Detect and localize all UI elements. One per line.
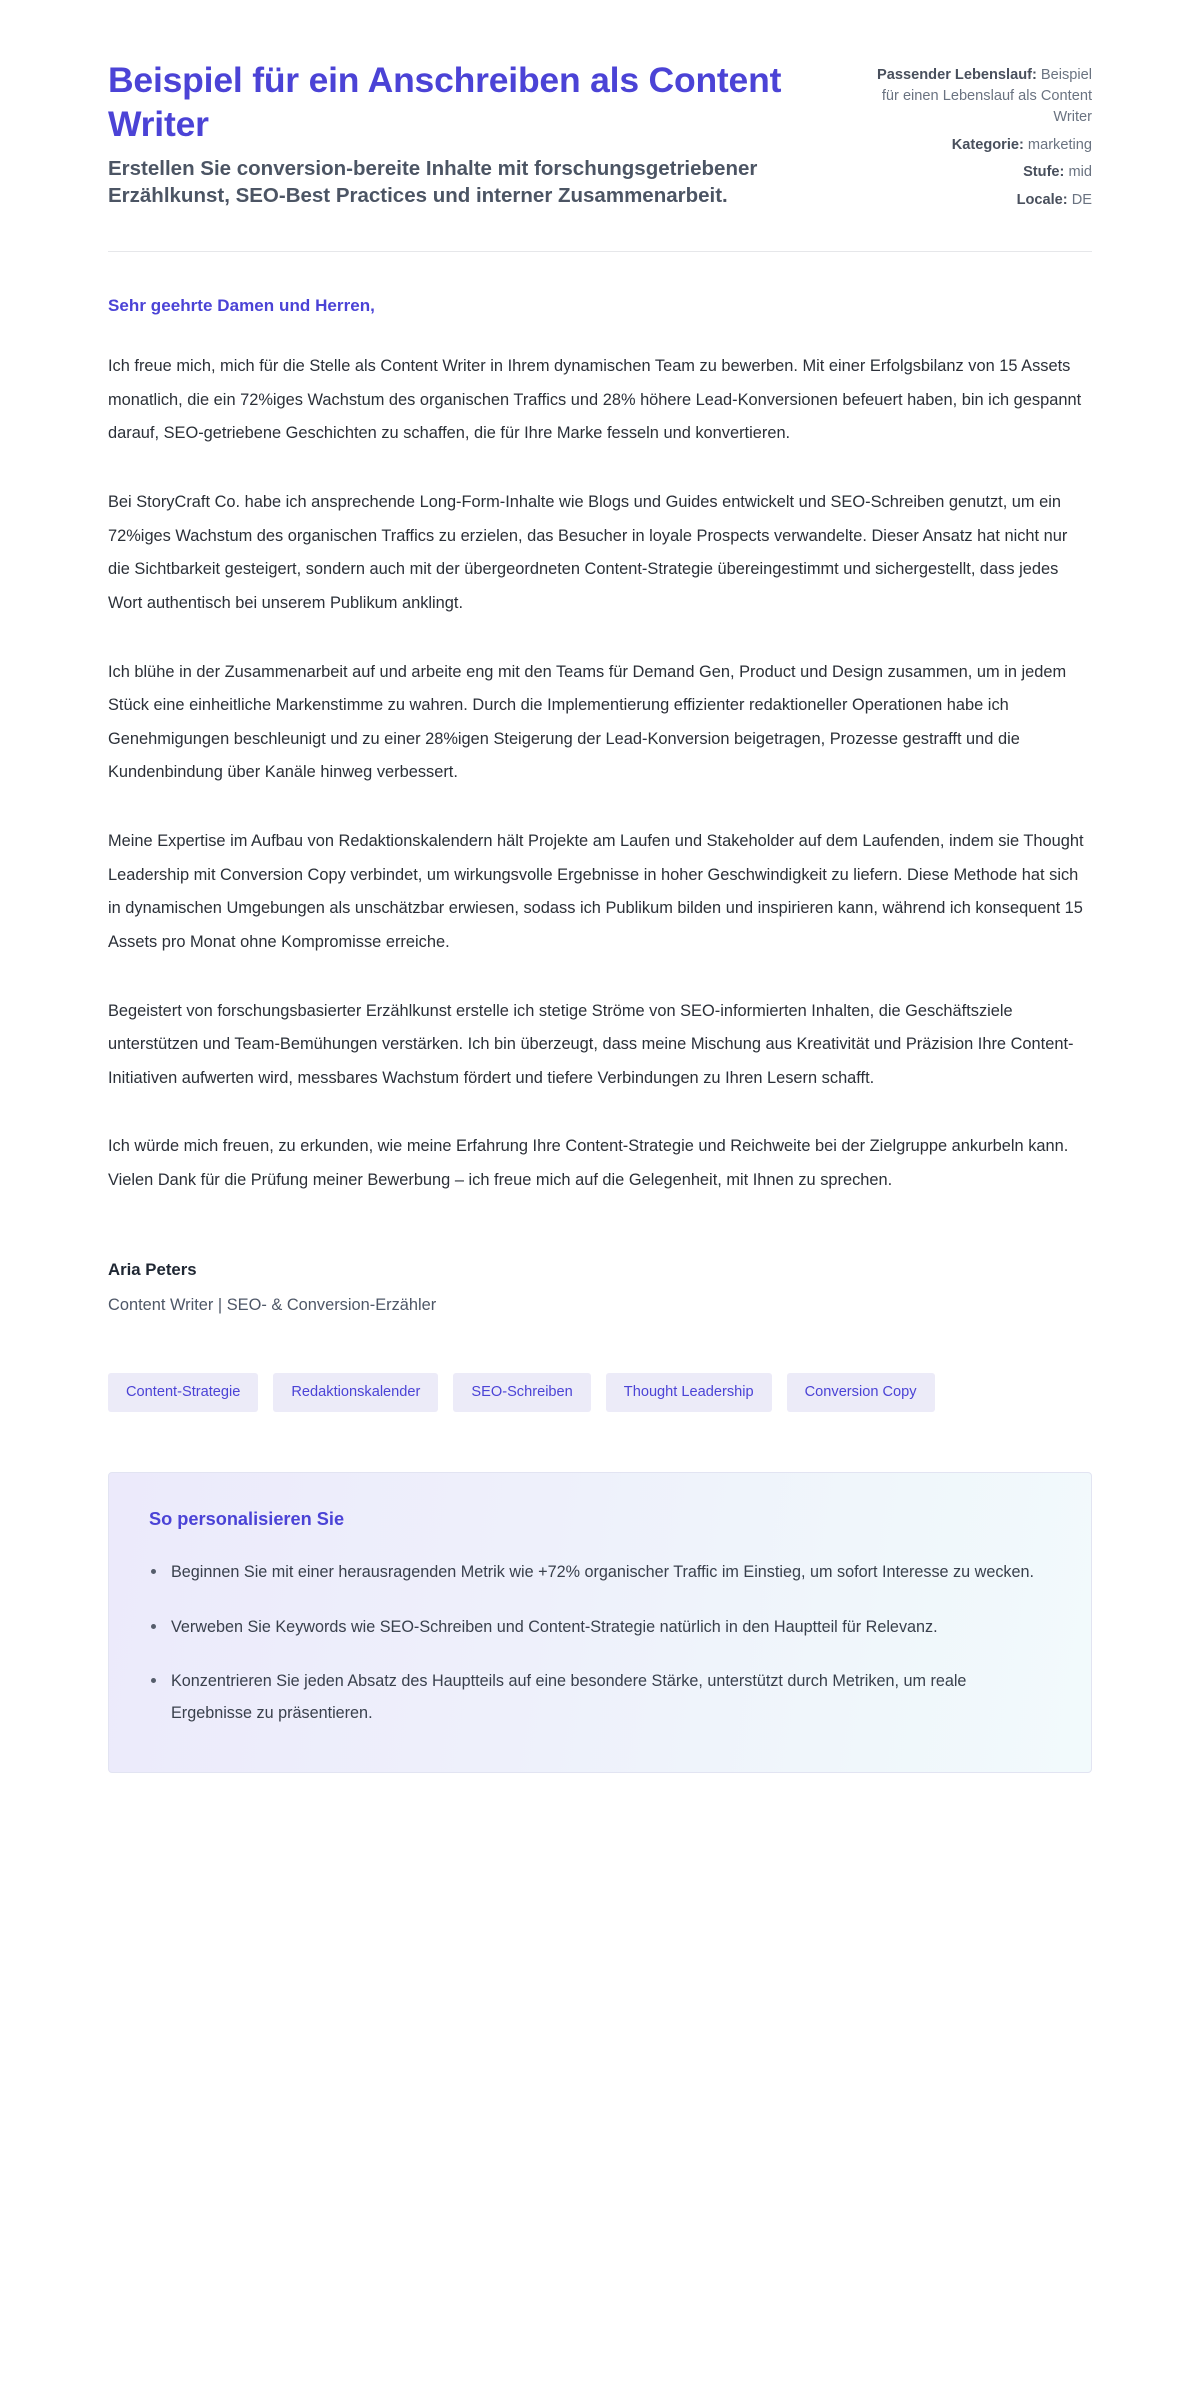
cover-letter-body [108,252,1092,1773]
signature-block [108,1260,1092,1315]
personalization-callout [108,1472,1092,1773]
tag-chip[interactable]: Thought Leadership [606,1373,772,1413]
letter-paragraph: Ich würde mich freuen, zu erkunden, wie meine Erfahrung Ihre Content-Strategie und Reichweite bei der Zielgruppe ankurbeln kann. Vielen Dank für die Prüfung meiner Bewerbung – ich freue mich auf die Gelegenheit, mit Ihnen zu sprechen. [108,1137,1069,1190]
callout-tip-text: Verweben Sie Keywords wie SEO-Schreiben und Content-Strategie natürlich in den Hauptteil für Relevanz. [171,1617,938,1636]
page-title: Beispiel für ein Anschreiben als Content Writer [108,60,782,145]
signature-role: Content Writer | SEO- & Conversion-Erzähler [108,1295,437,1314]
letter-paragraph: Meine Expertise im Aufbau von Redaktionskalendern hält Projekte am Laufen und Stakeholder auf dem Laufenden, indem sie Thought Leadership mit Conversion Copy verbindet, um wirkungsvolle Ergebnisse in hoher Geschwindigkeit zu liefern. Diese Methode hat sich in dynamischen Umgebungen als unschätzbar erwiesen, sodass ich Publikum bilden und inspirieren kann, während ich konsequent 15 Assets pro Monat ohne Kompromisse erreiche. [108,832,1084,951]
callout-tip-item [149,1665,1051,1730]
callout-tip-text: Konzentrieren Sie jeden Absatz des Hauptteils auf eine besondere Stärke, unterstützt durch Metriken, um reale Ergebnisse zu präsentieren. [171,1672,967,1723]
callout-tip-text: Beginnen Sie mit einer herausragenden Metrik wie +72% organischer Traffic im Einstieg, um sofort Interesse zu wecken. [171,1563,1035,1582]
header-title-block [108,58,814,210]
meta-level [860,162,1092,183]
callout-tip-item [149,1556,1051,1588]
signature-name: Aria Peters [108,1259,197,1279]
tag-chip-list [108,1373,1092,1413]
meta-level-label: Stufe: [1023,164,1065,181]
meta-category [860,135,1092,156]
meta-category-value: marketing [1027,136,1092,153]
header-meta-block [860,58,1092,213]
tag-chip[interactable]: Content-Strategie [108,1373,258,1413]
page-subtitle: Erstellen Sie conversion-bereite Inhalte mit forschungsgetriebener Erzählkunst, SEO-Best Practices und interner Zusammenarbeit. [108,157,758,208]
letter-paragraph: Begeistert von forschungsbasierter Erzählkunst erstelle ich stetige Ströme von SEO-informierten Inhalten, die Geschäftsziele unterstützen und Team-Bemühungen verstärken. Ich bin überzeugt, dass meine Mischung aus Kreativität und Präzision Ihre Content-Initiativen aufwerten wird, messbares Wachstum fördert und tiefere Verbindungen zu Ihren Lesern schafft. [108,1001,1074,1087]
letter-paragraph-list [108,350,1092,1198]
letter-paragraph: Bei StoryCraft Co. habe ich ansprechende Long-Form-Inhalte wie Blogs und Guides entwickelt und SEO-Schreiben genutzt, um ein 72%iges Wachstum des organischen Traffics zu erzielen, das Besucher in loyale Prospects verwandelte. Dieser Ansatz hat nicht nur die Sichtbarkeit gesteigert, sondern auch mit der übergeordneten Content-Strategie übereingestimmt und sichergestellt, dass jedes Wort authentisch bei unserem Publikum anklingt. [108,493,1068,612]
tag-chip[interactable]: Conversion Copy [787,1373,935,1413]
bullet-dot-icon [151,1569,156,1574]
callout-tip-item [149,1611,1051,1643]
document-header [108,0,1092,213]
callout-title: So personalisieren Sie [149,1509,345,1530]
bullet-dot-icon [151,1678,156,1683]
meta-locale-label: Locale: [1016,192,1068,209]
meta-locale-value: DE [1071,192,1092,209]
letter-salutation: Sehr geehrte Damen und Herren, [108,296,375,316]
letter-paragraph: Ich freue mich, mich für die Stelle als Content Writer in Ihrem dynamischen Team zu bewerben. Mit einer Erfolgsbilanz von 15 Assets monatlich, die ein 72%iges Wachstum des organischen Traffics und 28% höhere Lead-Konversionen befeuert haben, bin ich gespannt darauf, SEO-getriebene Geschichten zu schaffen, die für Ihre Marke fesseln und konvertieren. [108,357,1082,443]
tag-chip[interactable]: SEO-Schreiben [453,1373,590,1413]
callout-tip-list [149,1556,1051,1730]
meta-level-value: mid [1068,164,1092,181]
meta-matching-resume [860,65,1092,128]
meta-locale [860,190,1092,211]
letter-paragraph: Ich blühe in der Zusammenarbeit auf und arbeite eng mit den Teams für Demand Gen, Product und Design zusammen, um in jedem Stück eine einheitliche Markenstimme zu wahren. Durch die Implementierung effizienter redaktioneller Operationen habe ich Genehmigungen beschleunigt und zu einer 28%igen Steigerung der Lead-Konversion beigetragen, Prozesse gestrafft und die Kundenbindung über Kanäle hinweg verbessert. [108,662,1067,782]
meta-matching-resume-value: Beispiel für einen Lebenslauf als Content Writer [881,67,1092,125]
bullet-dot-icon [151,1624,156,1629]
meta-matching-resume-label: Passender Lebenslauf: [877,67,1037,83]
tag-chip[interactable]: Redaktionskalender [273,1373,438,1413]
meta-category-label: Kategorie: [951,136,1024,153]
